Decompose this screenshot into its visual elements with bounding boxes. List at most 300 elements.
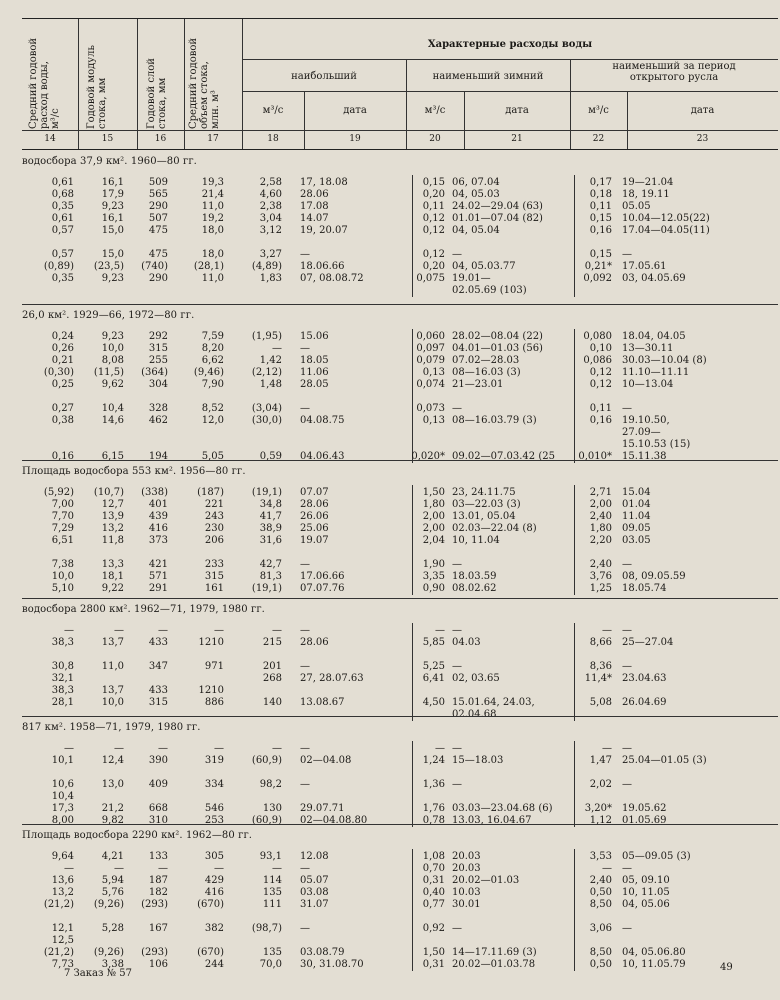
table-cell: 30.01 [452, 899, 481, 910]
table-cell: 7,29 [51, 523, 74, 534]
table-cell: 4,50 [422, 697, 445, 708]
table-cell: — [300, 403, 310, 414]
table-cell: (364) [141, 367, 168, 378]
table-cell: 182 [148, 887, 168, 898]
table-cell: 8,50 [589, 947, 612, 958]
table-cell: 15.10.53 (15) [622, 439, 691, 450]
table-cell: 25.04—01.05 (3) [622, 755, 707, 766]
table-cell: 70,0 [259, 959, 282, 970]
table-cell: 10, 11.05.79 [622, 959, 686, 970]
col14-header: Средний годовой расход воды, м³/с [28, 37, 61, 129]
section-rule [22, 460, 778, 461]
table-cell: 38,3 [51, 685, 74, 696]
table-cell: 13,7 [101, 685, 124, 696]
table-cell: — [622, 743, 632, 754]
table-cell: — [114, 743, 124, 754]
table-cell: 401 [148, 499, 168, 510]
table-cell: — [602, 625, 612, 636]
table-cell: 10, 11.05 [622, 887, 670, 898]
table-cell: 9,23 [101, 201, 124, 212]
table-cell: 507 [148, 213, 168, 224]
table-cell: 8,20 [201, 343, 224, 354]
table-cell: 161 [204, 583, 224, 594]
section-rule [22, 304, 778, 305]
table-cell: 24.02—29.04 (63) [452, 201, 543, 212]
table-cell: 4,60 [259, 189, 282, 200]
table-cell: 0,11 [589, 201, 612, 212]
table-cell: 9,64 [51, 851, 74, 862]
table-cell: 133 [148, 851, 168, 862]
table-cell: 17,3 [51, 803, 74, 814]
table-cell: 0,15 [589, 249, 612, 260]
colnum-16: 16 [154, 134, 167, 144]
table-cell: — [300, 923, 310, 934]
table-cell: 30.03—10.04 (8) [622, 355, 707, 366]
table-row [0, 261, 780, 273]
table-cell: 11,8 [101, 535, 124, 546]
table-cell: 135 [262, 887, 282, 898]
table-cell: 5,25 [422, 661, 445, 672]
table-cell: 7,00 [51, 499, 74, 510]
table-cell: 0,35 [51, 201, 74, 212]
table-cell: 28.06 [300, 499, 329, 510]
colnum-14: 14 [44, 134, 56, 144]
table-cell: 305 [204, 851, 224, 862]
table-cell: 18,0 [201, 225, 224, 236]
table-cell: 08—16.03.79 (3) [452, 415, 537, 426]
table-cell: — [272, 743, 282, 754]
table-cell: 03.08.79 [300, 947, 345, 958]
table-row [0, 355, 780, 367]
table-cell: 6,51 [51, 535, 74, 546]
table-cell: 17.04—04.05(11) [622, 225, 710, 236]
table-cell: 0,12 [422, 225, 445, 236]
table-cell: 07, 08.08.72 [300, 273, 364, 284]
table-cell: (187) [197, 487, 224, 498]
table-cell: 11.06 [300, 367, 329, 378]
table-row [0, 177, 780, 189]
table-row [0, 887, 780, 899]
table-row [0, 649, 780, 661]
table-cell: 8,00 [51, 815, 74, 826]
table-cell: 0,15 [422, 177, 445, 188]
table-cell: 05—09.05 (3) [622, 851, 691, 862]
min-winter-header: наименьший зимний [432, 71, 544, 82]
table-row [0, 249, 780, 261]
table-cell: 0,073 [416, 403, 445, 414]
table-cell: 17,9 [101, 189, 124, 200]
min-open-header: наименьший за период открытого русла [612, 61, 736, 83]
table-cell: (5,92) [43, 487, 74, 498]
table-cell: 04, 05.04 [452, 225, 500, 236]
table-cell: 20.02—01.03.78 [452, 959, 536, 970]
table-cell: 571 [148, 571, 168, 582]
table-cell: 04.03 [452, 637, 481, 648]
table-cell: 0,57 [51, 249, 74, 260]
table-cell: 3,12 [259, 225, 282, 236]
table-row [0, 189, 780, 201]
table-cell: 0,097 [416, 343, 445, 354]
table-cell: 243 [204, 511, 224, 522]
table-cell: 2,40 [589, 875, 612, 886]
table-cell: 1,24 [422, 755, 445, 766]
table-cell: 15—18.03 [452, 755, 504, 766]
table-cell: — [300, 249, 310, 260]
table-cell: 0,16 [589, 415, 612, 426]
table-cell: 9,23 [101, 331, 124, 342]
table-cell: — [622, 559, 632, 570]
table-cell: — [300, 863, 310, 874]
table-cell: 0,16 [51, 451, 74, 462]
table-cell: 08.02.62 [452, 583, 497, 594]
table-cell: 10.03 [452, 887, 481, 898]
table-cell: (30,0) [251, 415, 282, 426]
table-cell: 28.06 [300, 637, 329, 648]
table-cell: 7,73 [51, 959, 74, 970]
table-cell: 32,1 [51, 673, 74, 684]
table-cell: 0,68 [51, 189, 74, 200]
table-cell: 230 [204, 523, 224, 534]
table-row [0, 499, 780, 511]
table-row [0, 637, 780, 649]
table-cell: (21,2) [43, 947, 74, 958]
table-row [0, 935, 780, 947]
table-cell: 18.05 [300, 355, 329, 366]
table-row [0, 583, 780, 595]
table-cell: 439 [148, 511, 168, 522]
table-cell: 373 [148, 535, 168, 546]
table-row [0, 625, 780, 637]
table-cell: 3,53 [589, 851, 612, 862]
table-cell: 291 [148, 583, 168, 594]
section-rule [22, 598, 778, 599]
table-cell: 1210 [198, 685, 224, 696]
table-cell: 15.01.64, 24.03, [452, 697, 535, 708]
table-cell: (740) [141, 261, 168, 272]
colnum-21: 21 [511, 134, 523, 144]
table-cell: 0,21 [51, 355, 74, 366]
table-cell: 1,80 [422, 499, 445, 510]
table-cell: 17, 18.08 [300, 177, 348, 188]
table-cell: 0,074 [416, 379, 445, 390]
table-row [0, 791, 780, 803]
table-cell: 1,83 [259, 273, 282, 284]
table-row [0, 213, 780, 225]
table-cell: 421 [148, 559, 168, 570]
table-cell: 0,20 [422, 261, 445, 272]
table-cell: 0,020* [411, 451, 445, 462]
table-cell: (2,12) [251, 367, 282, 378]
table-cell: (3,04) [251, 403, 282, 414]
table-cell: 2,00 [589, 499, 612, 510]
colnum-15: 15 [101, 134, 114, 144]
table-row [0, 273, 780, 285]
table-cell: 1,47 [589, 755, 612, 766]
table-cell: (60,9) [251, 755, 282, 766]
table-cell: 19.05.62 [622, 803, 667, 814]
table-cell: 0,086 [583, 355, 612, 366]
table-cell: 19, 20.07 [300, 225, 348, 236]
table-cell: 1,80 [589, 523, 612, 534]
table-cell: (11,5) [93, 367, 124, 378]
table-row [0, 875, 780, 887]
table-cell: 03.08 [300, 887, 329, 898]
table-cell: 0,11 [422, 201, 445, 212]
table-cell: 12,7 [101, 499, 124, 510]
table-cell: 187 [148, 875, 168, 886]
table-cell: 8,52 [201, 403, 224, 414]
table-cell: 390 [148, 755, 168, 766]
table-cell: 9,62 [101, 379, 124, 390]
table-cell: 18,1 [101, 571, 124, 582]
table-cell: 18.06.66 [300, 261, 345, 272]
colnum-23: 23 [696, 134, 709, 144]
table-cell: 433 [148, 685, 168, 696]
table-cell: — [622, 923, 632, 934]
table-cell: 19.01— [452, 273, 491, 284]
table-cell: 38,9 [259, 523, 282, 534]
table-row [0, 225, 780, 237]
table-cell: 28.05 [300, 379, 329, 390]
table-cell: (19,1) [251, 583, 282, 594]
table-cell: 221 [204, 499, 224, 510]
table-cell: 10,0 [51, 571, 74, 582]
table-cell: 14.07 [300, 213, 329, 224]
table-cell: 0,50 [589, 959, 612, 970]
table-cell: 1,50 [422, 947, 445, 958]
table-cell: 26.06 [300, 511, 329, 522]
table-cell: 04, 05.06.80 [622, 947, 686, 958]
table-cell: 3,35 [422, 571, 445, 582]
table-cell: 15,0 [101, 225, 124, 236]
table-cell: 6,15 [101, 451, 124, 462]
table-cell: 9,23 [101, 273, 124, 284]
table-cell: 05.07 [300, 875, 329, 886]
table-cell: 2,58 [259, 177, 282, 188]
table-cell: 0,11 [589, 403, 612, 414]
table-cell: — [452, 743, 462, 754]
table-cell: 8,08 [101, 355, 124, 366]
table-cell: (9,46) [193, 367, 224, 378]
table-cell: 268 [262, 673, 282, 684]
table-cell: 3,04 [259, 213, 282, 224]
table-cell: 167 [148, 923, 168, 934]
table-cell: — [300, 343, 310, 354]
table-cell: 13,2 [51, 887, 74, 898]
table-cell: 0,59 [259, 451, 282, 462]
table-cell: 26.04.69 [622, 697, 667, 708]
table-row [0, 391, 780, 403]
table-cell: — [452, 779, 462, 790]
table-cell: 5,28 [101, 923, 124, 934]
table-cell: 546 [204, 803, 224, 814]
table-cell: 17.06.66 [300, 571, 345, 582]
table-cell: 05, 09.10 [622, 875, 670, 886]
table-cell: — [622, 661, 632, 672]
table-cell: 02.04.68 [452, 709, 497, 720]
table-cell: 31.07 [300, 899, 329, 910]
unit-22: м³/с [588, 105, 609, 116]
table-cell: 0,079 [416, 355, 445, 366]
table-cell: 25.06 [300, 523, 329, 534]
table-row [0, 285, 780, 297]
table-cell: — [452, 625, 462, 636]
table-row [0, 685, 780, 697]
table-cell: 1,76 [422, 803, 445, 814]
table-cell: 4,21 [101, 851, 124, 862]
table-cell: — [622, 403, 632, 414]
col16-header: Годовой слой стока, мм [146, 58, 168, 129]
table-row [0, 743, 780, 755]
table-cell: 1,36 [422, 779, 445, 790]
table-row [0, 815, 780, 827]
table-cell: 290 [148, 273, 168, 284]
table-cell: — [452, 661, 462, 672]
table-cell: 0,35 [51, 273, 74, 284]
table-cell: 15.04 [622, 487, 651, 498]
table-row [0, 427, 780, 439]
table-cell: 328 [148, 403, 168, 414]
table-cell: 1,08 [422, 851, 445, 862]
table-cell: 04.01—01.03 (56) [452, 343, 543, 354]
table-cell: 02.05.69 (103) [452, 285, 527, 296]
table-cell: 13,6 [51, 875, 74, 886]
table-cell: 16,1 [101, 213, 124, 224]
table-cell: 3,38 [101, 959, 124, 970]
table-cell: 13,3 [101, 559, 124, 570]
table-cell: 10, 11.04 [452, 535, 500, 546]
table-cell: 475 [148, 225, 168, 236]
table-cell: 8,66 [589, 637, 612, 648]
table-cell: 03.03—23.04.68 (6) [452, 803, 553, 814]
table-cell: 0,13 [422, 367, 445, 378]
table-cell: 6,62 [201, 355, 224, 366]
table-cell: 2,71 [589, 487, 612, 498]
table-row [0, 201, 780, 213]
table-cell: 12,1 [51, 923, 74, 934]
table-cell: — [300, 625, 310, 636]
table-cell: 10,0 [101, 343, 124, 354]
table-cell: 03, 04.05.69 [622, 273, 686, 284]
table-cell: 07.02—28.03 [452, 355, 520, 366]
table-cell: 0,25 [51, 379, 74, 390]
table-cell: 0,24 [51, 331, 74, 342]
table-cell: 28,1 [51, 697, 74, 708]
table-row [0, 415, 780, 427]
table-cell: (28,1) [193, 261, 224, 272]
table-cell: 565 [148, 189, 168, 200]
table-row [0, 439, 780, 451]
table-cell: 13.01, 05.04 [452, 511, 516, 522]
section-caption: Площадь водосбора 2290 км². 1962—80 гг. [22, 830, 253, 841]
table-cell: 25—27.04 [622, 637, 674, 648]
table-cell: 433 [148, 637, 168, 648]
table-cell: 13,7 [101, 637, 124, 648]
table-row [0, 851, 780, 863]
table-cell: 42,7 [259, 559, 282, 570]
table-cell: 12,0 [201, 415, 224, 426]
table-row [0, 571, 780, 583]
table-cell: 05.05 [622, 201, 651, 212]
table-cell: 02, 03.65 [452, 673, 500, 684]
table-cell: 5,08 [589, 697, 612, 708]
table-cell: 244 [204, 959, 224, 970]
table-cell: 8,36 [589, 661, 612, 672]
table-cell: 07.07 [300, 487, 329, 498]
table-row [0, 911, 780, 923]
table-row [0, 697, 780, 709]
table-cell: 0,060 [416, 331, 445, 342]
table-cell: 1210 [198, 637, 224, 648]
table-cell: 7,59 [201, 331, 224, 342]
table-cell: — [114, 625, 124, 636]
table-cell: 0,92 [422, 923, 445, 934]
table-cell: 08—16.03 (3) [452, 367, 521, 378]
table-cell: 21,2 [101, 803, 124, 814]
table-cell: 13.08.67 [300, 697, 345, 708]
table-cell: 3,20* [584, 803, 612, 814]
table-cell: 7,70 [51, 511, 74, 522]
table-cell: 11,0 [201, 273, 224, 284]
table-row [0, 755, 780, 767]
table-cell: 3,27 [259, 249, 282, 260]
table-cell: 194 [148, 451, 168, 462]
table-cell: 2,00 [422, 523, 445, 534]
table-cell: 15.06 [300, 331, 329, 342]
table-cell: 3,76 [589, 571, 612, 582]
table-cell: 15,0 [101, 249, 124, 260]
table-row [0, 367, 780, 379]
table-cell: 0,12 [422, 213, 445, 224]
table-cell: 2,40 [589, 511, 612, 522]
table-cell: 0,13 [422, 415, 445, 426]
table-cell: — [622, 249, 632, 260]
table-cell: 12,4 [101, 755, 124, 766]
table-cell: 886 [204, 697, 224, 708]
table-cell: — [214, 863, 224, 874]
table-row [0, 511, 780, 523]
table-cell: 13—30.11 [622, 343, 674, 354]
table-cell: 07.07.76 [300, 583, 345, 594]
table-cell: 04, 05.03.77 [452, 261, 516, 272]
table-row [0, 559, 780, 571]
table-cell: 02.03—22.04 (8) [452, 523, 537, 534]
table-cell: 06, 07.04 [452, 177, 500, 188]
table-cell: 18,0 [201, 249, 224, 260]
table-cell: 0,26 [51, 343, 74, 354]
table-cell: 8,50 [589, 899, 612, 910]
table-cell: — [272, 343, 282, 354]
table-cell: 0,10 [589, 343, 612, 354]
table-cell: 0,12 [589, 367, 612, 378]
table-cell: — [602, 743, 612, 754]
table-cell: 10,4 [101, 403, 124, 414]
table-cell: 382 [204, 923, 224, 934]
table-row [0, 523, 780, 535]
table-cell: (10,7) [93, 487, 124, 498]
table-cell: 0,27 [51, 403, 74, 414]
table-cell: 20.03 [452, 851, 481, 862]
table-row [0, 803, 780, 815]
table-cell: 10,6 [51, 779, 74, 790]
table-cell: 0,31 [422, 959, 445, 970]
table-cell: 0,12 [422, 249, 445, 260]
table-cell: 0,50 [589, 887, 612, 898]
table-cell: 34,8 [259, 499, 282, 510]
table-cell: — [435, 743, 445, 754]
table-cell: 14,6 [101, 415, 124, 426]
table-cell: 1,50 [422, 487, 445, 498]
